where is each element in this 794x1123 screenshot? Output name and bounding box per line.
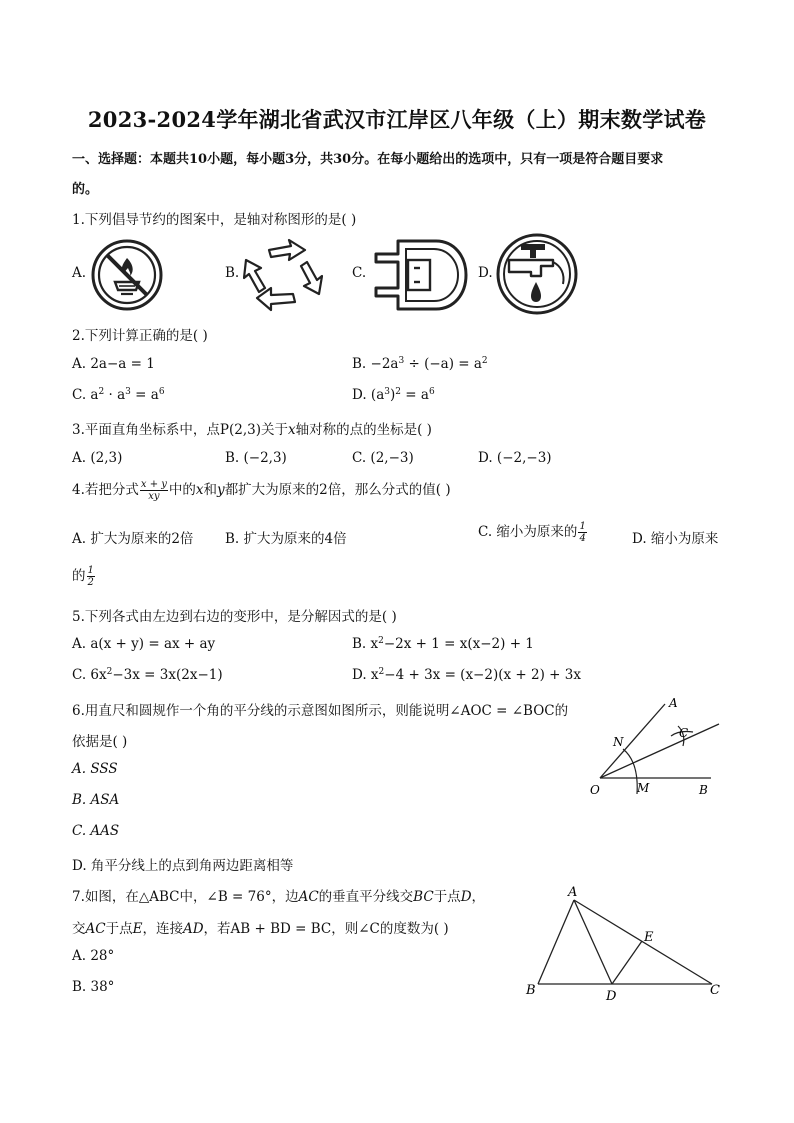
q6-label-m: M xyxy=(637,781,650,795)
q7-label-e: E xyxy=(644,930,654,945)
q5-stem: 5.下列各式由左边到右边的变形中，是分解因式的是( ) xyxy=(72,609,397,625)
q7-label-d: D xyxy=(606,989,617,1004)
q2-option-a: A. 2a−a = 1 xyxy=(72,356,155,372)
q7-option-a: A. 28° xyxy=(72,948,115,964)
q6-label-b: B xyxy=(699,783,708,797)
water-tap-icon xyxy=(495,232,579,316)
q4-option-a: A. 扩大为原来的2倍 xyxy=(72,531,194,547)
q6-label-o: O xyxy=(590,783,600,797)
q2-option-b: B. $-2a^3 \div (-a) = a^2$ xyxy=(352,356,488,372)
q7-label-c: C xyxy=(710,983,720,998)
page-title: 2023-2024学年湖北省武汉市江岸区八年级（上）期末数学试卷 xyxy=(87,107,707,132)
q6-label-a: A xyxy=(669,696,678,710)
q3-option-a: A. (2,3) xyxy=(72,450,123,466)
q6-option-c: C. AAS xyxy=(72,823,120,839)
q4-option-c: C. 缩小为原来的 $\frac{1}{4}$ xyxy=(478,521,586,544)
q1-stem: 1.下列倡导节约的图案中，是轴对称图形的是( ) xyxy=(72,212,357,228)
q6-stem-line1: 6.用直尺和圆规作一个角的平分线的示意图如图所示，则能说明∠AOC = ∠BOC的 xyxy=(72,703,569,719)
q6-label-c: C xyxy=(679,726,689,740)
q3-stem: 3.平面直角坐标系中，点P(2,3)关于x轴对称的点的坐标是( ) xyxy=(72,422,432,438)
q6-option-a: A. SSS xyxy=(72,761,118,777)
q6-label-n: N xyxy=(613,735,624,749)
q4-option-d: D. 缩小为原来 xyxy=(632,531,719,547)
q7-label-b: B xyxy=(526,983,536,998)
q1-label-b: B. xyxy=(225,265,240,281)
q5-option-b: B. $x^2-2x + 1 = x(x-2) + 1$ xyxy=(352,636,534,652)
q6-option-b: B. ASA xyxy=(72,792,120,808)
q6-angle-bisector-figure xyxy=(585,690,725,802)
q3-option-d: D. (−2,−3) xyxy=(478,450,552,466)
q2-stem: 2.下列计算正确的是( ) xyxy=(72,328,208,344)
section-heading-line2: 的。 xyxy=(72,182,99,197)
q4-stem: 4.若把分式 $\frac{x + y}{xy}$ 中的x和y都扩大为原来的2倍，那么分式的值( ) xyxy=(72,479,451,502)
recycle-arrows-icon xyxy=(243,238,323,312)
power-plug-icon xyxy=(368,238,468,312)
q1-label-d: D. xyxy=(478,265,493,281)
q6-option-d: D. 角平分线上的点到角两边距离相等 xyxy=(72,858,294,874)
section-heading-line1: 一、选择题：本题共10小题，每小题3分，共30分。在每小题给出的选项中，只有一项是符合题目要求 xyxy=(72,152,664,167)
q3-option-c: C. (2,−3) xyxy=(352,450,414,466)
q5-option-a: A. a(x + y) = ax + ay xyxy=(72,636,216,652)
q1-label-a: A. xyxy=(72,265,87,281)
q7-stem-line2: 交AC于点E，连接AD，若AB + BD = BC，则∠C的度数为( ) xyxy=(72,921,449,937)
q6-stem-line2: 依据是( ) xyxy=(72,734,128,750)
q7-stem-line1: 7.如图，在△ABC中，∠B = 76°，边AC的垂直平分线交BC于点D， xyxy=(72,889,486,905)
q1-label-c: C. xyxy=(352,265,367,281)
no-fire-icon xyxy=(89,238,167,312)
q7-option-b: B. 38° xyxy=(72,979,115,995)
q3-option-b: B. (−2,3) xyxy=(225,450,287,466)
q7-label-a: A xyxy=(568,885,578,900)
q2-option-d: D. $(a^3)^2 = a^6$ xyxy=(352,387,435,403)
q7-triangle-figure xyxy=(522,880,727,1005)
q2-option-c: C. $a^2 \cdot a^3 = a^6$ xyxy=(72,387,165,403)
q4-option-b: B. 扩大为原来的4倍 xyxy=(225,531,347,547)
q5-option-c: C. $6x^2-3x = 3x(2x-1)$ xyxy=(72,667,223,683)
q4-fraction: $\frac{x + y}{xy}$ xyxy=(140,479,167,502)
q5-option-d: D. $x^2-4 + 3x = (x-2)(x + 2) + 3x$ xyxy=(352,667,581,683)
q4-option-d-cont: 的 $\frac{1}{2}$ xyxy=(72,565,94,588)
